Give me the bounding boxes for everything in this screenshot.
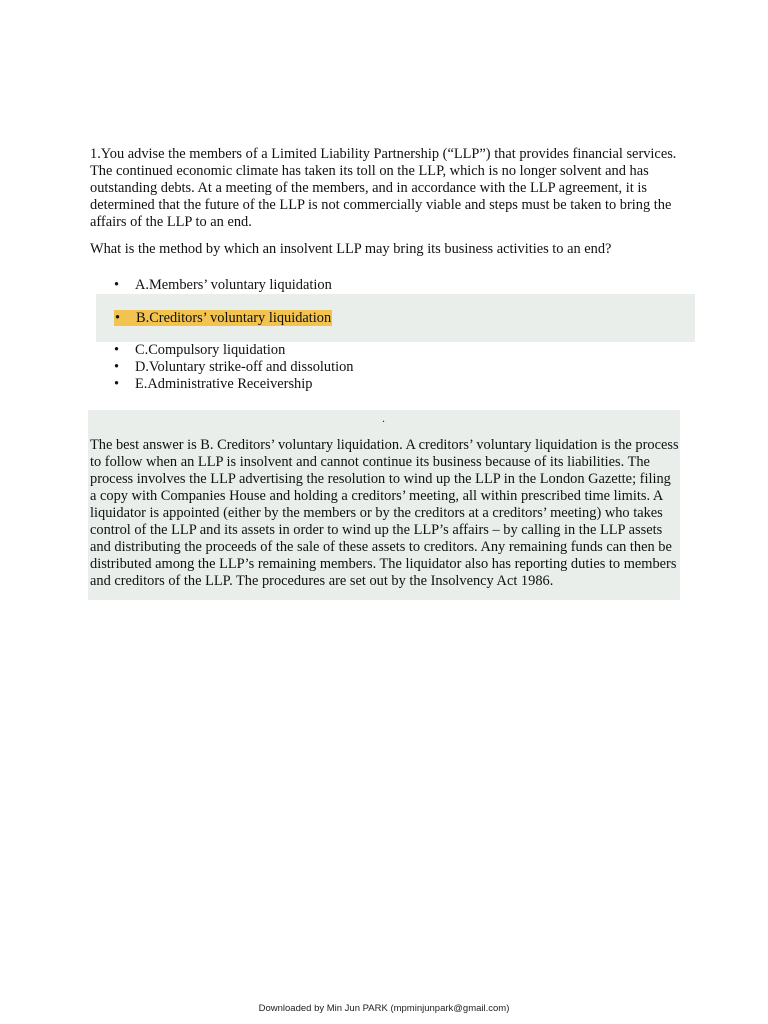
bullet-icon: •	[114, 359, 120, 375]
option-c[interactable]	[114, 342, 285, 359]
option-d-label: D.Voluntary strike-off and dissolution	[135, 359, 354, 375]
option-b[interactable]	[114, 310, 332, 327]
bullet-icon: •	[114, 277, 120, 293]
download-footer: Downloaded by Min Jun PARK (mpminjunpark@gmail.com)	[258, 1003, 510, 1014]
option-d[interactable]	[114, 359, 354, 376]
option-a-label: A.Members’ voluntary liquidation	[135, 277, 332, 293]
bullet-icon: •	[114, 342, 120, 358]
question-prompt: What is the method by which an insolvent LLP may bring its business activities to an end?	[90, 241, 612, 257]
answer-marker: .	[382, 411, 385, 425]
bullet-icon: •	[115, 310, 121, 326]
bullet-icon: •	[114, 376, 120, 392]
option-e[interactable]	[114, 376, 312, 393]
answer-explanation: The best answer is B. Creditors’ voluntary liquidation. A creditors’ voluntary liquidation is the process to follow when an LLP is insolvent and cannot continue its business because of its liabilities. The process involves the LLP advertising the resolution to wind up the LLP in the London Gazette; filing a copy with Companies House and holding a creditors’ meeting, all within prescribed time limits. A liquidator is appointed (either by the members or by the creditors at a creditors’ meeting) who takes control of the LLP and its assets in order to wind up the LLP’s affairs – by calling in the LLP assets and distributing the proceeds of the sale of these assets to creditors. Any remaining funds can then be distributed among the LLP’s remaining members. The liquidator also has reporting duties to members and creditors of the LLP. The procedures are set out by the Insolvency Act 1986.	[90, 437, 679, 589]
option-a[interactable]	[114, 277, 332, 294]
option-e-label: E.Administrative Receivership	[135, 376, 313, 392]
option-b-label: B.Creditors’ voluntary liquidation	[136, 310, 332, 326]
question-text: 1.You advise the members of a Limited Liability Partnership (“LLP”) that provides financial services. The continued economic climate has taken its toll on the LLP, which is no longer solvent and has outstanding debts. At a meeting of the members, and in accordance with the LLP agreement, it is determined that the future of the LLP is not commercially viable and steps must be taken to bring the affairs of the LLP to an end.	[90, 146, 677, 230]
option-c-label: C.Compulsory liquidation	[135, 342, 286, 358]
selected-answer-highlight	[114, 310, 332, 326]
